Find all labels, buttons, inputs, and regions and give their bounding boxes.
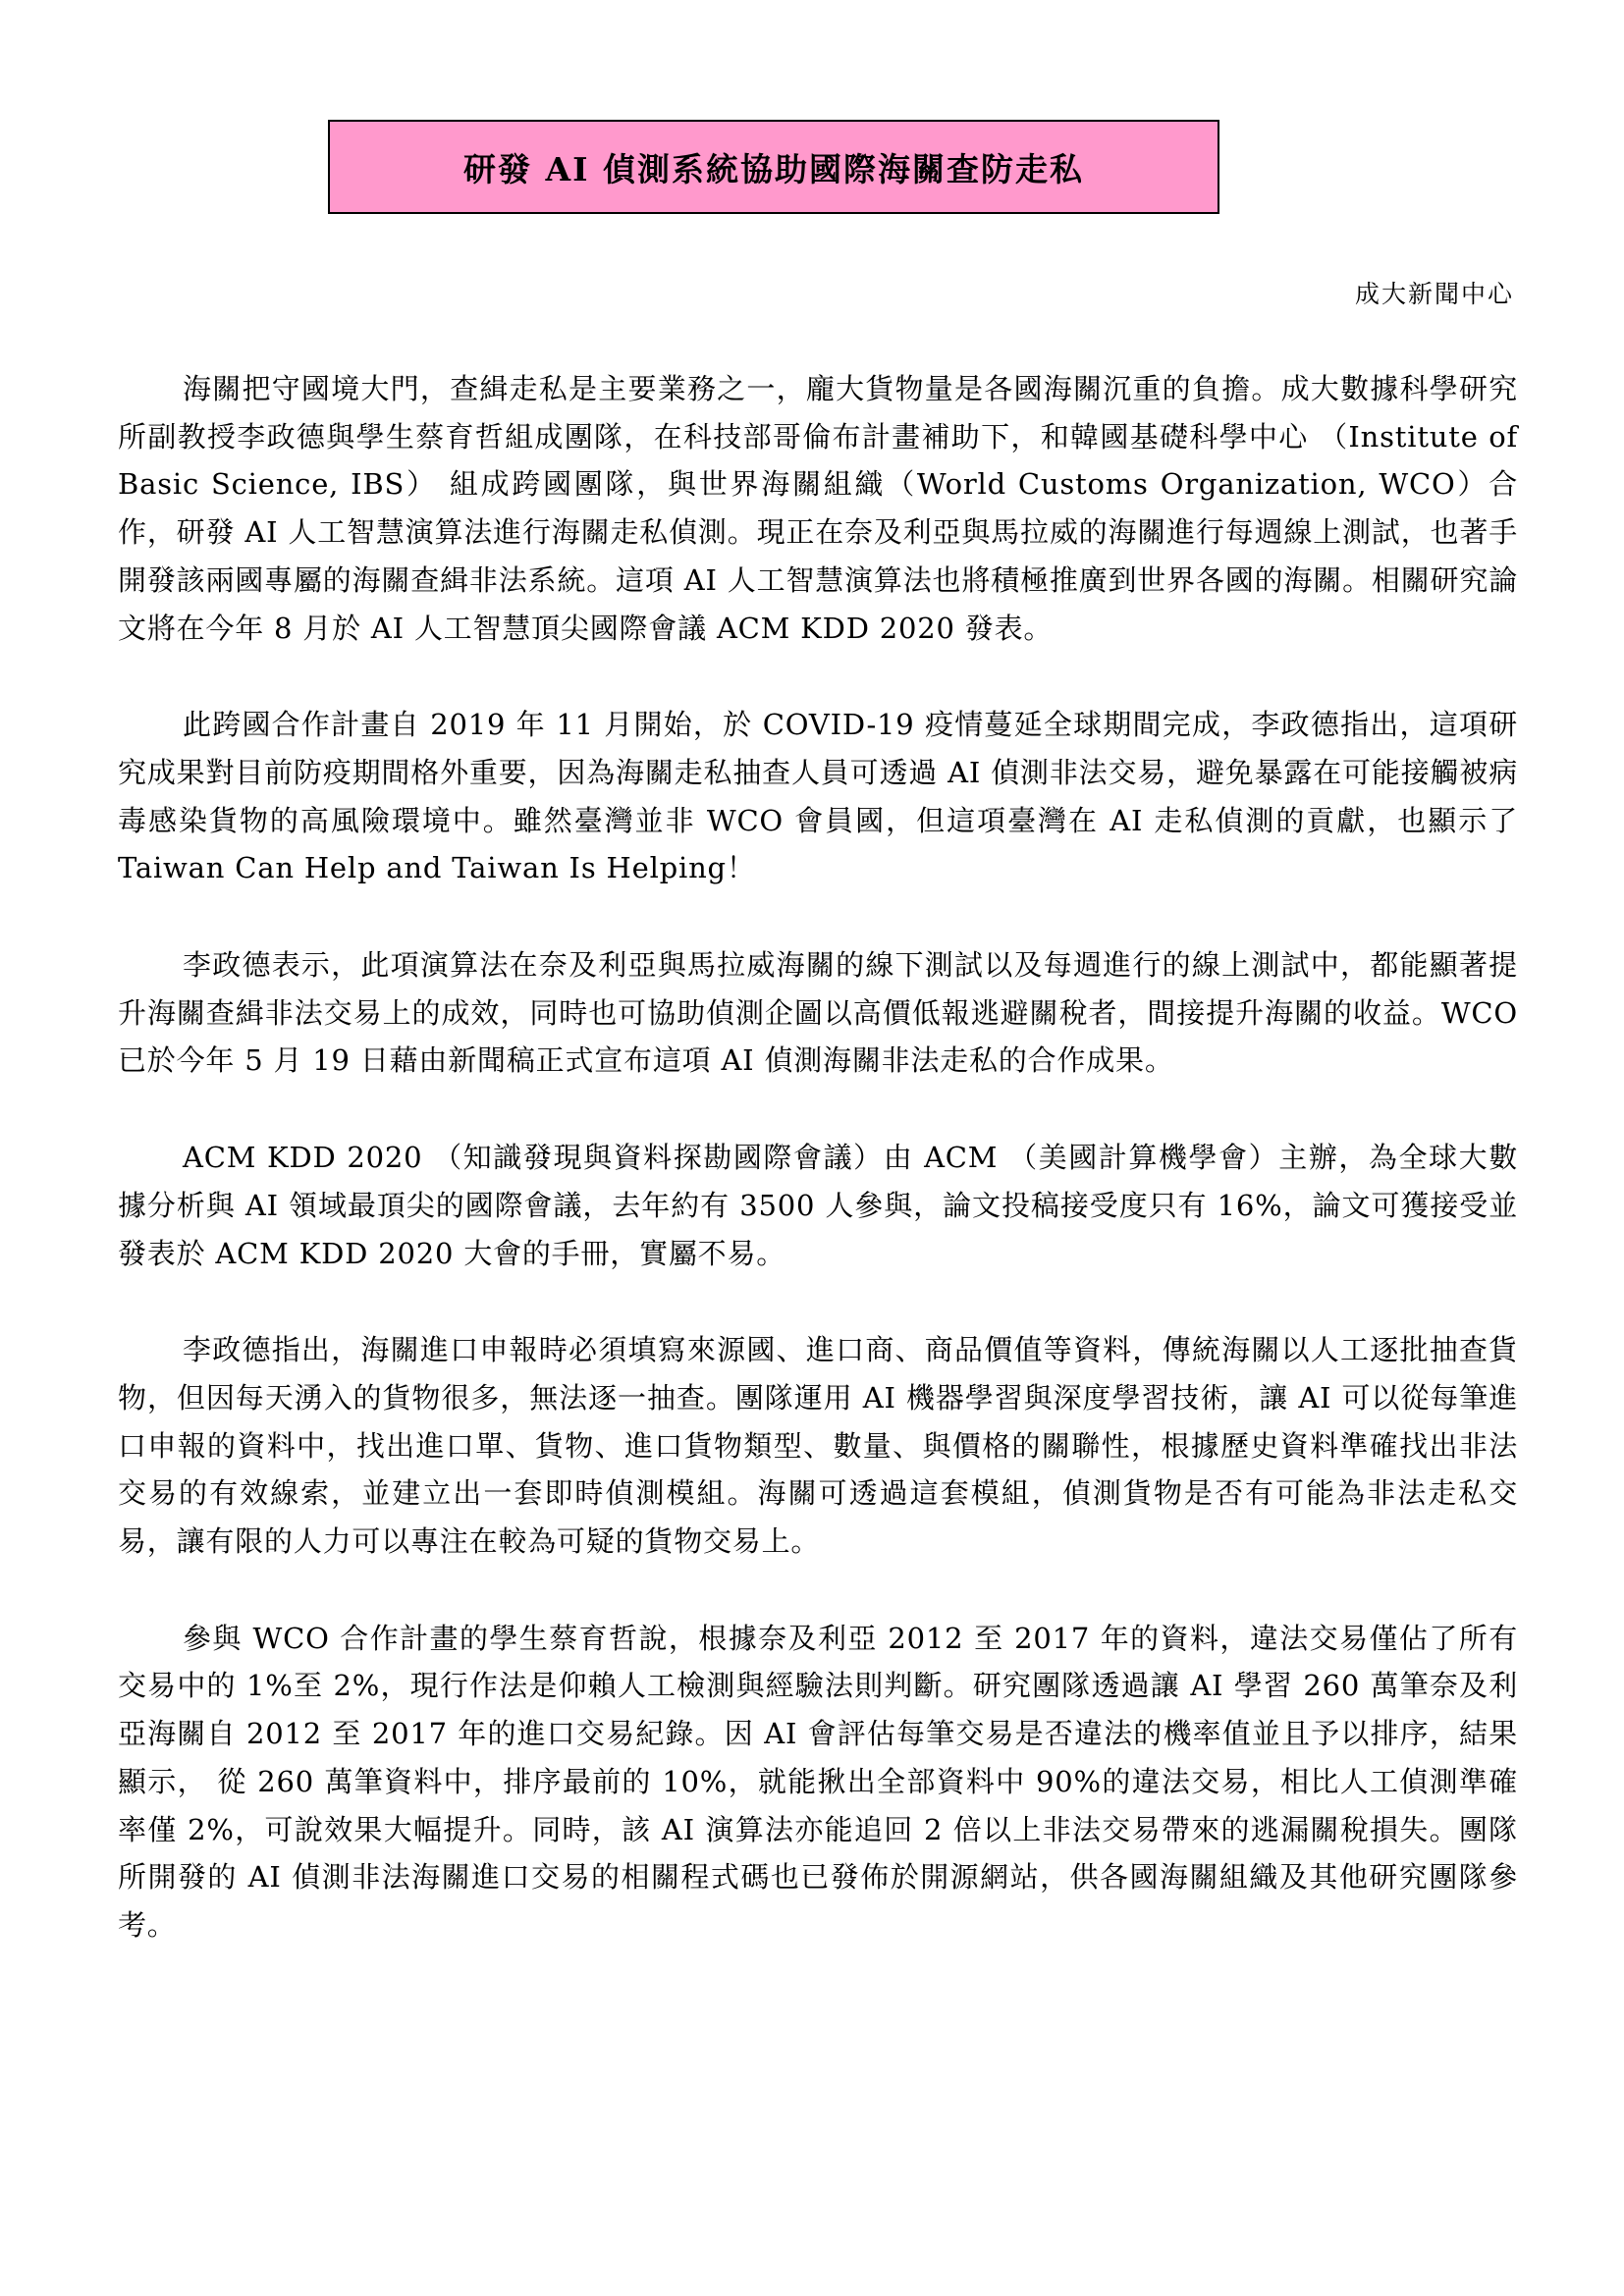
title-box	[328, 120, 1219, 214]
paragraph-4: ACM KDD 2020 （知識發現與資料探勘國際會議）由 ACM （美國計算機學會）主辦，為全球大數據分析與 AI 領域最頂尖的國際會議，去年約有 3500 人參與，論文投稿接受度只有 16%，論文可獲接受並發表於 ACM KDD 2020 大會的手冊，實屬不易。	[118, 1141, 1518, 1270]
paragraph-1: 海關把守國境大門，查緝走私是主要業務之一，龐大貨物量是各國海關沉重的負擔。成大數據科學研究所副教授李政德與學生蔡育哲組成團隊，在科技部哥倫布計畫補助下，和韓國基礎科學中心 （Institute of Basic Science, IBS） 組成跨國團隊，與世界海關組織（World Customs Organization, WCO）合作，研發 AI 人工智慧演算法進行海關走私偵測。現正在奈及利亞與馬拉威的海關進行每週線上測試，也著手開發該兩國專屬的海關查緝非法系統。這項 AI 人工智慧演算法也將積極推廣到世界各國的海關。相關研究論文將在今年 8 月於 AI 人工智慧頂尖國際會議 ACM KDD 2020 發表。	[118, 372, 1518, 645]
article-body	[118, 365, 1518, 1949]
paragraph-3: 李政德表示，此項演算法在奈及利亞與馬拉威海關的線下測試以及每週進行的線上測試中，都能顯著提升海關查緝非法交易上的成效，同時也可協助偵測企圖以高價低報逃避關稅者，間接提升海關的收益。WCO 已於今年 5 月 19 日藉由新聞稿正式宣布這項 AI 偵測海關非法走私的合作成果。	[118, 948, 1518, 1078]
source-attribution: 成大新聞中心	[1354, 280, 1514, 308]
paragraph-5: 李政德指出，海關進口申報時必須填寫來源國、進口商、商品價值等資料，傳統海關以人工逐批抽查貨物，但因每天湧入的貨物很多，無法逐一抽查。團隊運用 AI 機器學習與深度學習技術，讓 AI 可以從每筆進口申報的資料中，找出進口單、貨物、進口貨物類型、數量、與價格的關聯性，根據歷史資料準確找出非法交易的有效線索，並建立出一套即時偵測模組。海關可透過這套模組，偵測貨物是否有可能為非法走私交易，讓有限的人力可以專注在較為可疑的貨物交易上。	[118, 1333, 1518, 1559]
paragraph-6: 參與 WCO 合作計畫的學生蔡育哲說，根據奈及利亞 2012 至 2017 年的資料，違法交易僅佔了所有交易中的 1%至 2%，現行作法是仰賴人工檢測與經驗法則判斷。研究團隊透過讓 AI 學習 260 萬筆奈及利亞海關自 2012 至 2017 年的進口交易紀錄。因 AI 會評估每筆交易是否違法的機率值並且予以排序，結果顯示， 從 260 萬筆資料中，排序最前的 10%，就能揪出全部資料中 90%的違法交易，相比人工偵測準確率僅 2%，可說效果大幅提升。同時，該 AI 演算法亦能追回 2 倍以上非法交易帶來的逃漏關稅損失。團隊所開發的 AI 偵測非法海關進口交易的相關程式碼也已發佈於開源網站，供各國海關組織及其他研究團隊參考。	[118, 1621, 1518, 1942]
paragraph-2: 此跨國合作計畫自 2019 年 11 月開始，於 COVID-19 疫情蔓延全球期間完成，李政德指出，這項研究成果對目前防疫期間格外重要，因為海關走私抽查人員可透過 AI 偵測非法交易，避免暴露在可能接觸被病毒感染貨物的高風險環境中。雖然臺灣並非 WCO 會員國，但這項臺灣在 AI 走私偵測的貢獻，也顯示了 Taiwan Can Help and Taiwan Is Helping！	[118, 708, 1518, 885]
document-title: 研發 AI 偵測系統協助國際海關查防走私	[462, 149, 1085, 188]
